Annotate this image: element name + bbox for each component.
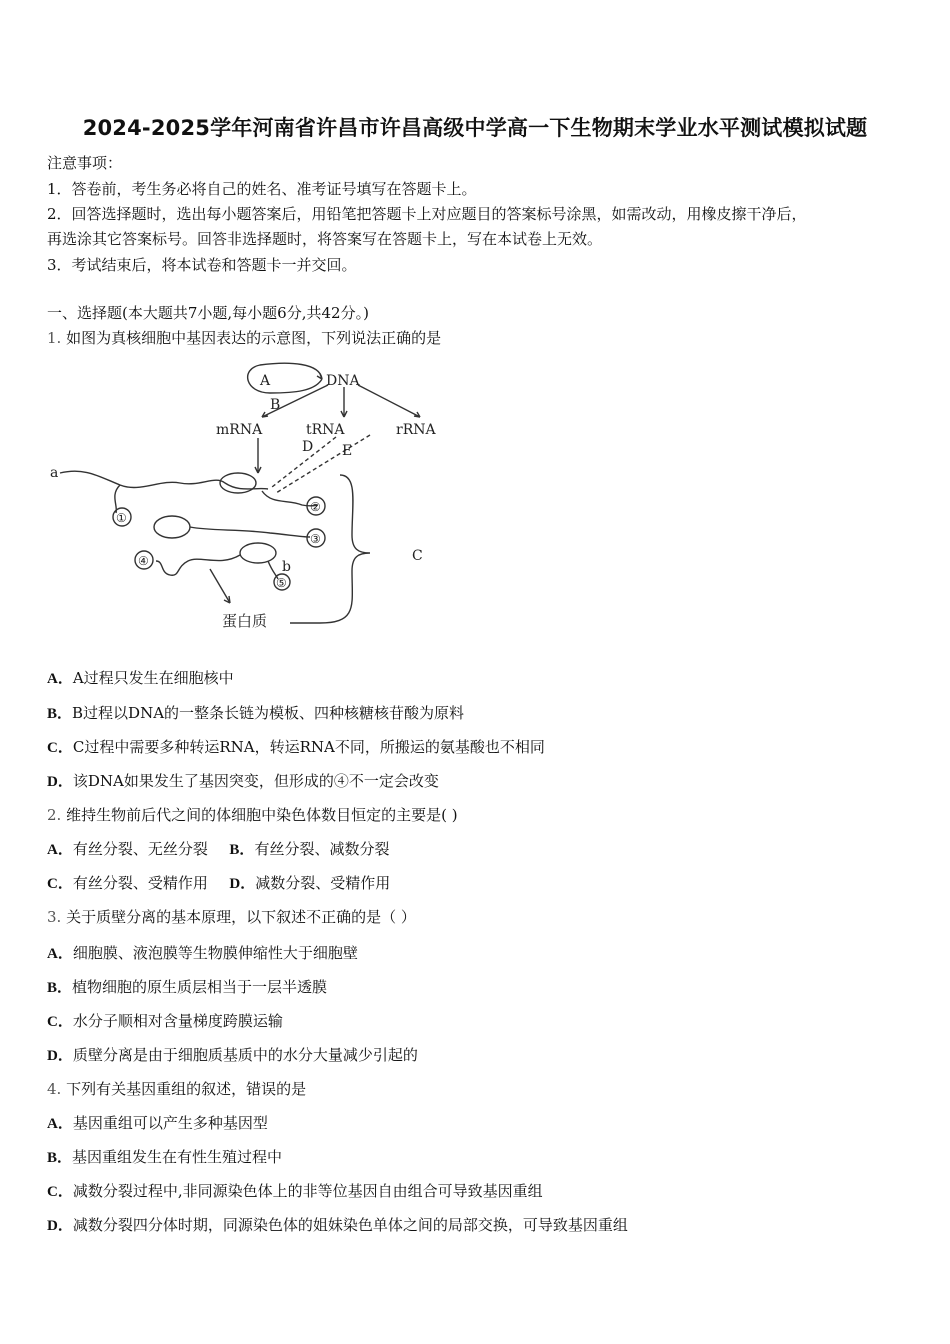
section-heading: 一、选择题(本大题共7小题,每小题6分,共42分。) <box>47 304 369 322</box>
label-a: a <box>50 465 59 481</box>
option-text: 质壁分离是由于细胞质基质中的水分大量减少引起的 <box>72 1046 418 1064</box>
q3-option-d <box>47 1044 418 1065</box>
label-rRNA: rRNA <box>396 422 436 438</box>
gene-expression-diagram <box>40 355 470 645</box>
label-b: b <box>282 559 291 575</box>
option-key: B． <box>47 706 73 722</box>
label-tRNA: tRNA <box>306 422 345 438</box>
option-key: B． <box>229 842 255 858</box>
option-key: A． <box>47 946 73 962</box>
protein-arrow <box>210 569 230 603</box>
q1-option-b <box>47 702 464 723</box>
option-text: 减数分裂、受精作用 <box>255 874 391 892</box>
label-E: E <box>342 443 353 459</box>
q4-option-c <box>47 1180 543 1201</box>
label-2: ② <box>310 500 321 514</box>
q3-option-c <box>47 1010 283 1031</box>
option-text: 减数分裂过程中,非同源染色体上的非等位基因自由组合可导致基因重组 <box>72 1182 543 1200</box>
ribosome-3 <box>240 543 276 563</box>
label-5: ⑤ <box>276 576 287 590</box>
option-key: A． <box>47 842 73 858</box>
option-key: C． <box>47 876 73 892</box>
option-key: B． <box>47 980 73 996</box>
option-text: B过程以DNA的一整条长链为模板、四种核糖核苷酸为原料 <box>72 704 465 722</box>
notice-item-1: 1．答卷前，考生务必将自己的姓名、准考证号填写在答题卡上。 <box>47 180 477 198</box>
label-mRNA: mRNA <box>216 422 263 438</box>
option-text: A过程只发生在细胞核中 <box>72 669 234 687</box>
label-4: ④ <box>138 554 149 568</box>
question-number: 1. <box>47 329 62 347</box>
q1-option-d <box>47 770 439 791</box>
polypeptide-4 <box>156 555 240 575</box>
label-D: D <box>302 439 314 455</box>
q4-option-d <box>47 1214 628 1235</box>
question-number: 3. <box>47 908 62 926</box>
option-key: C． <box>47 1014 73 1030</box>
exam-title: 2024-2025学年河南省许昌市许昌高级中学高一下生物期末学业水平测试模拟试题 <box>82 116 868 140</box>
rrna-dashed-line <box>276 435 370 493</box>
option-text: 有丝分裂、无丝分裂 <box>72 840 208 858</box>
q4-option-a <box>47 1112 268 1133</box>
option-text: 有丝分裂、减数分裂 <box>254 840 390 858</box>
label-B: B <box>270 397 281 413</box>
notice-item-2: 2．回答选择题时，选出每小题答案后，用铅笔把答题卡上对应题目的答案标号涂黑，如需改动，用橡皮擦干净后， <box>47 205 807 223</box>
q3-option-a <box>47 942 358 963</box>
question-number: 2. <box>47 806 62 824</box>
option-text: 有丝分裂、受精作用 <box>72 874 208 892</box>
q2-options-row-2 <box>47 872 390 893</box>
option-key: D． <box>229 876 256 892</box>
label-3: ③ <box>310 532 321 546</box>
question-4 <box>47 1078 306 1099</box>
option-key: D． <box>47 774 73 790</box>
question-3 <box>47 906 416 927</box>
notice-item-3: 3．考试结束后，将本试卷和答题卡一并交回。 <box>47 256 357 274</box>
question-stem: 关于质壁分离的基本原理，以下叙述不正确的是（ ） <box>66 908 416 926</box>
notice-item-2-cont: 再选涂其它答案标号。回答非选择题时，将答案写在答题卡上，写在本试卷上无效。 <box>47 230 603 248</box>
question-stem: 下列有关基因重组的叙述，错误的是 <box>66 1080 307 1098</box>
option-key: C． <box>47 1184 73 1200</box>
label-A: A <box>260 373 271 389</box>
ribosome-2 <box>154 516 190 538</box>
label-C: C <box>412 548 423 564</box>
q1-option-a <box>47 667 234 688</box>
label-DNA: DNA <box>326 373 360 389</box>
option-text: 该DNA如果发生了基因突变，但形成的④不一定会改变 <box>72 772 439 790</box>
question-number: 4. <box>47 1080 62 1098</box>
option-text: C过程中需要多种转运RNA，转运RNA不同，所搬运的氨基酸也不相同 <box>72 738 545 756</box>
q4-option-b <box>47 1146 282 1167</box>
option-key: D． <box>47 1218 73 1234</box>
option-key: A． <box>47 1116 73 1132</box>
option-text: 水分子顺相对含量梯度跨膜运输 <box>72 1012 283 1030</box>
label-1: ① <box>116 511 127 525</box>
brace-c <box>290 475 370 623</box>
notice-heading: 注意事项： <box>47 154 123 172</box>
option-key: A． <box>47 671 73 687</box>
question-2 <box>47 804 458 825</box>
question-stem: 维持生物前后代之间的体细胞中染色体数目恒定的主要是( ) <box>66 806 458 824</box>
question-1 <box>47 327 441 348</box>
transcription-arrow-rrna <box>358 385 420 417</box>
q2-options-row-1 <box>47 838 389 859</box>
option-key: C． <box>47 740 73 756</box>
q3-option-b <box>47 976 327 997</box>
replication-loop <box>248 363 322 393</box>
option-key: B． <box>47 1150 73 1166</box>
mrna-strand <box>60 471 268 489</box>
option-text: 基因重组可以产生多种基因型 <box>72 1114 268 1132</box>
question-stem: 如图为真核细胞中基因表达的示意图，下列说法正确的是 <box>66 329 442 347</box>
option-text: 减数分裂四分体时期，同源染色体的姐妹染色单体之间的局部交换，可导致基因重组 <box>72 1216 628 1234</box>
label-protein: 蛋白质 <box>222 612 268 630</box>
q1-option-c <box>47 736 545 757</box>
option-text: 细胞膜、液泡膜等生物膜伸缩性大于细胞壁 <box>72 944 358 962</box>
option-text: 基因重组发生在有性生殖过程中 <box>72 1148 283 1166</box>
option-key: D． <box>47 1048 73 1064</box>
option-text: 植物细胞的原生质层相当于一层半透膜 <box>72 978 328 996</box>
